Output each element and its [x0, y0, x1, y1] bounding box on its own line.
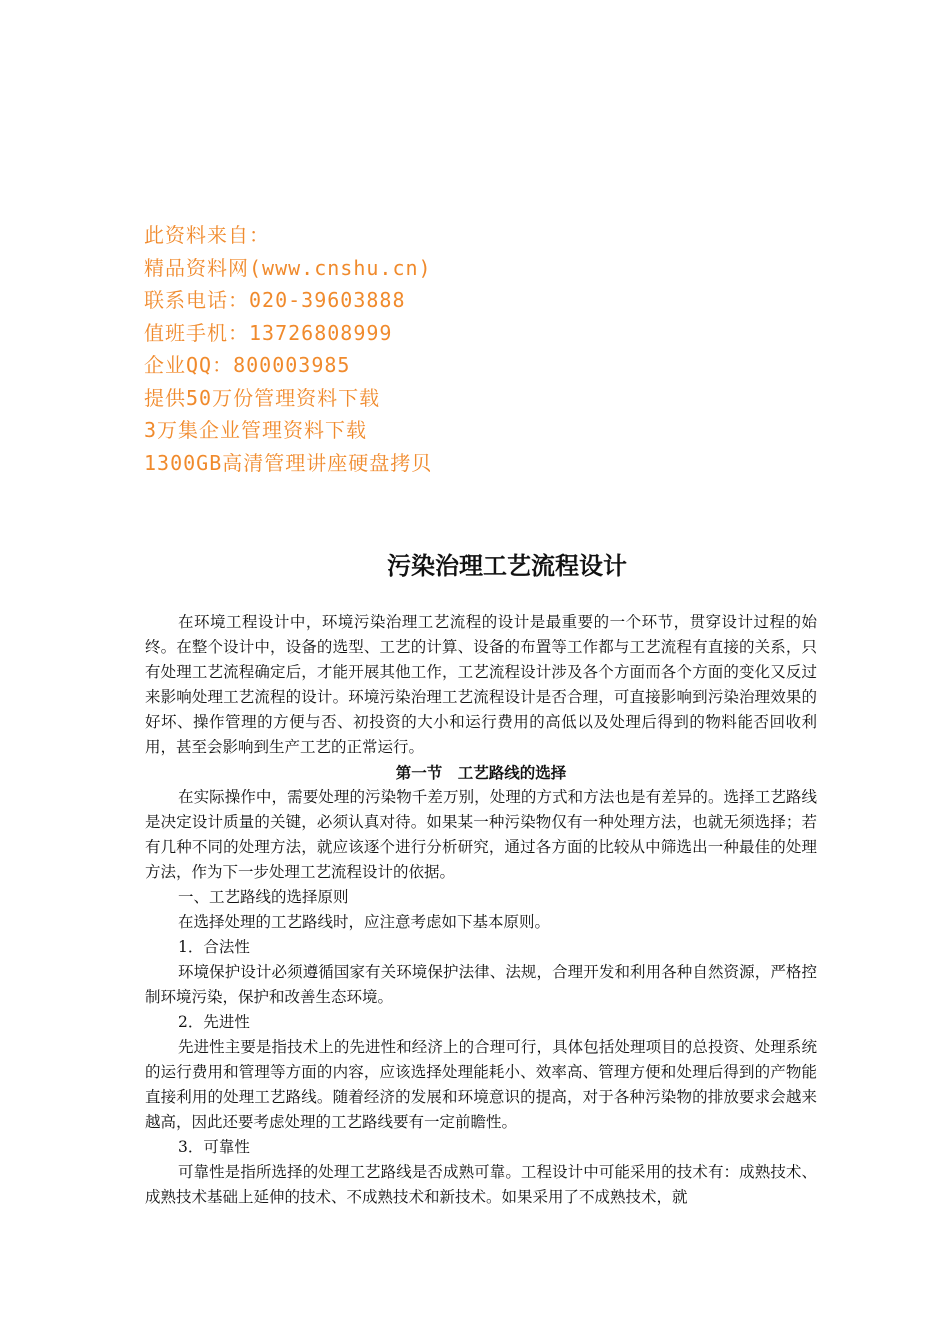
item-1-title: 1．合法性: [178, 938, 250, 956]
offer-line-1: 提供50万份管理资料下载: [144, 385, 381, 410]
item-2-title: 2．先进性: [178, 1013, 250, 1031]
item-3-text: 可靠性是指所选择的处理工艺路线是否成熟可靠。工程设计中可能采用的技术有：成熟技术、成熟技术基础上延伸的技术、不成熟技术和新技术。如果采用了不成熟技术，就: [145, 1163, 817, 1206]
offer-line-2: 3万集企业管理资料下载: [144, 418, 368, 442]
section-intro-paragraph: 在实际操作中，需要处理的污染物千差万别，处理的方式和方法也是有差异的。选择工艺路线是决定设计质量的关键，必须认真对待。如果某一种污染物仅有一种处理方法，也就无须选择；若有几种不同的处理方法，就应该逐个进行分析研究，通过各方面的比较从中筛选出一种最佳的处理方法，作为下一步处理工艺流程设计的依据。: [145, 788, 817, 881]
section-heading: 第一节 工艺路线的选择: [395, 763, 567, 782]
principles-intro: 在选择处理的工艺路线时，应注意考虑如下基本原则。: [178, 913, 551, 931]
offer-line-3: 1300GB高清管理讲座硬盘拷贝: [144, 450, 433, 475]
phone-line: 联系电话：020-39603888: [144, 288, 406, 312]
document-title: 污染治理工艺流程设计: [387, 551, 627, 580]
qq-line: 企业QQ：800003985: [144, 353, 351, 377]
intro-paragraph: 在环境工程设计中，环境污染治理工艺流程的设计是最重要的一个环节，贯穿设计过程的始终。在整个设计中，设备的选型、工艺的计算、设备的布置等工作都与工艺流程有直接的关系，只有处理工艺流程确定后，才能开展其他工作，工艺流程设计涉及各个方面而各个方面的变化又反过来影响处理工艺流程的设计。环境污染治理工艺流程设计是否合理，可直接影响到污染治理效果的好坏、操作管理的方便与否、初投资的大小和运行费用的高低以及处理后得到的物料能否回收利用，甚至会影响到生产工艺的正常运行。: [145, 613, 817, 756]
item-2-text: 先进性主要是指技术上的先进性和经济上的合理可行，具体包括处理项目的总投资、处理系统的运行费用和管理等方面的内容，应该选择处理能耗小、效率高、管理方便和处理后得到的产物能直接利用的处理工艺路线。随着经济的发展和环境意识的提高，对于各种污染物的排放要求会越来越高，因此还要考虑处理的工艺路线要有一定前瞻性。: [145, 1038, 817, 1131]
subheading-principles: 一、工艺路线的选择原则: [178, 888, 349, 906]
website-link[interactable]: 精品资料网(www.cnshu.cn): [144, 255, 432, 280]
item-3-title: 3．可靠性: [178, 1138, 250, 1156]
document-body: [145, 610, 817, 1210]
mobile-line: 值班手机：13726808999: [144, 320, 393, 345]
item-1-text: 环境保护设计必须遵循国家有关环境保护法律、法规，合理开发和利用各种自然资源，严格控制环境污染，保护和改善生态环境。: [145, 963, 817, 1006]
source-info-block: [144, 219, 432, 479]
source-line: 此资料来自：: [144, 223, 270, 247]
